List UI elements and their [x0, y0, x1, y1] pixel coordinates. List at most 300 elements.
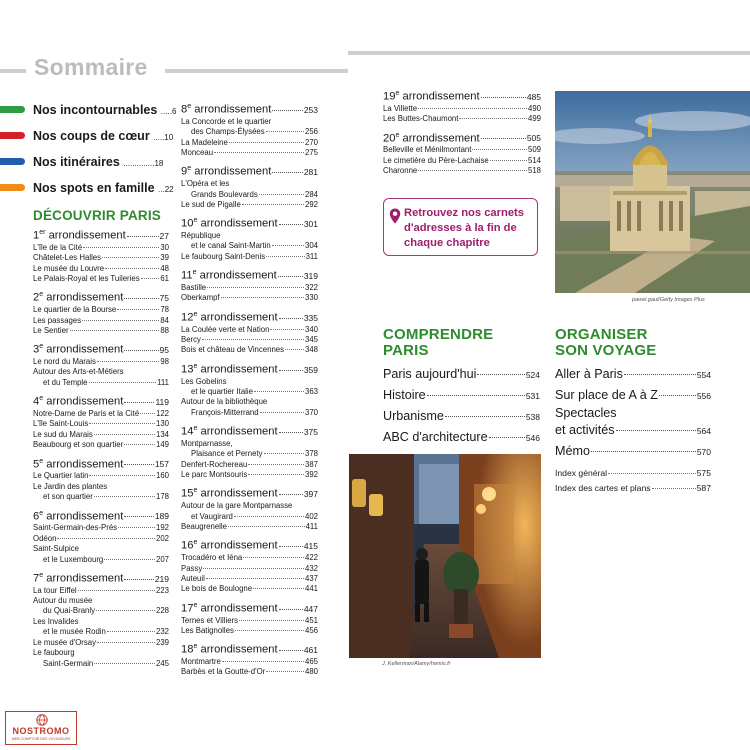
toc-entry[interactable] [181, 241, 318, 251]
entry-label: Montmartre [181, 657, 221, 667]
toc-entry[interactable] [181, 522, 318, 532]
toc-entry[interactable] [181, 584, 318, 594]
arrondissement-block [181, 162, 318, 210]
highlight-page: 6 [171, 107, 177, 116]
highlight-bar [0, 132, 25, 139]
entry-label: Le cimetière du Père-Lachaise [383, 155, 489, 165]
highlight-page: 22 [164, 185, 174, 194]
photo-credit-bottom: J. Kellerman/Alamy/hemis.fr [382, 661, 451, 667]
index-entry[interactable] [555, 466, 711, 481]
toc-entry[interactable] [181, 574, 318, 584]
toc-entry[interactable] [181, 252, 318, 262]
toc-entry[interactable] [33, 534, 169, 544]
dot-leader [279, 650, 303, 651]
entry-label: Histoire [383, 388, 426, 402]
entry-label: L'Opéra et les [181, 179, 230, 189]
entry-label: La Madeleine [181, 137, 228, 147]
toc-entry[interactable] [383, 145, 541, 155]
toc-entry[interactable] [181, 564, 318, 574]
entry-label: 11e arrondissement [181, 269, 277, 282]
arrondissement-heading[interactable] [33, 455, 169, 472]
page-number: 531 [525, 391, 540, 401]
dot-leader [203, 568, 304, 569]
toc-entry[interactable] [33, 409, 169, 419]
arrondissement-heading[interactable] [33, 288, 169, 305]
toc-entry[interactable] [383, 104, 541, 114]
dot-leader [591, 451, 696, 452]
entry-label: Le Jardin des plantes [33, 481, 108, 491]
highlight-label: Nos incontournables [33, 103, 158, 117]
entry-label: Le bois de Boulogne [181, 584, 253, 594]
page-number: 554 [696, 370, 711, 380]
page-number: 509 [527, 145, 541, 155]
dot-leader [608, 473, 696, 474]
entry-label: Aller à Paris [555, 367, 623, 381]
entry-label: Les Invalides [33, 616, 79, 626]
toc-column-3 [383, 84, 541, 181]
entry-label: et son quartier [43, 492, 93, 502]
toc-entry[interactable] [383, 114, 541, 124]
entry-label: Châtelet-Les Halles [33, 253, 102, 263]
arrondissement-heading[interactable] [33, 507, 169, 524]
dot-leader [248, 464, 304, 465]
entry-label: La Villette [383, 103, 418, 113]
arrondissement-heading[interactable] [181, 484, 318, 501]
highlight-itineraires[interactable] [33, 154, 163, 172]
dot-leader [445, 416, 525, 417]
arrondissement-heading[interactable] [181, 266, 318, 283]
entry-label: Index général [555, 468, 608, 478]
page-number: 441 [304, 584, 318, 594]
dot-leader [477, 374, 524, 375]
arrondissement-heading[interactable] [33, 569, 169, 586]
entry-label: 20e arrondissement [383, 131, 480, 145]
arrondissement-block [383, 87, 541, 125]
page-number: 538 [525, 412, 540, 422]
page-number: 524 [525, 370, 540, 380]
page-number: 189 [154, 511, 169, 522]
toc-entry[interactable] [383, 156, 541, 166]
dot-leader [270, 329, 304, 330]
page-number: 345 [304, 334, 318, 344]
arrondissement-heading[interactable] [181, 162, 318, 179]
page-number: 422 [304, 553, 318, 563]
dot-leader [259, 194, 304, 195]
toc-entry[interactable] [181, 397, 318, 407]
dot-leader [124, 298, 158, 299]
entry-label: Sur place de A à Z [555, 388, 658, 402]
toc-entry[interactable] [181, 148, 318, 158]
toc-entry[interactable] [181, 501, 318, 511]
toc-entry[interactable] [33, 316, 169, 326]
page-number: 322 [304, 283, 318, 292]
entry-label: Le sud de Pigalle [181, 199, 241, 209]
entry-label: Le Palais-Royal et les Tuileries [33, 273, 140, 283]
organiser-list [555, 364, 711, 496]
entry-label: 7e arrondissement [33, 571, 124, 585]
dot-leader [481, 138, 526, 139]
page-title: Sommaire [34, 54, 148, 80]
dot-leader [278, 276, 303, 277]
toc-entry[interactable] [181, 200, 318, 210]
toc-entry[interactable] [33, 544, 169, 554]
entry-label: Belleville et Ménilmontant [383, 145, 472, 155]
entry-label: 3e arrondissement [33, 343, 124, 357]
page-number: 456 [304, 625, 318, 635]
page-number: 84 [160, 315, 169, 325]
arrondissement-block [33, 455, 169, 503]
dot-leader [260, 412, 304, 413]
highlight-spots-famille[interactable] [33, 180, 174, 198]
entry-label: La tour Eiffel [33, 585, 77, 595]
entry-label: 6e arrondissement [33, 509, 124, 523]
page-number: 78 [160, 305, 169, 315]
page-number: 160 [155, 471, 169, 481]
entry-label: Le faubourg Saint-Denis [181, 251, 266, 261]
dot-leader [207, 287, 304, 288]
arrondissement-heading[interactable] [181, 100, 318, 117]
toc-entry[interactable] [181, 325, 318, 335]
entry-label: Plaisance et Pernety [191, 449, 263, 459]
nostromo-logo [5, 711, 77, 745]
page-number: 370 [304, 407, 318, 417]
toc-entry[interactable] [181, 190, 318, 200]
entry-label: et du Temple [43, 377, 88, 387]
toc-entry[interactable] [33, 617, 169, 627]
highlight-label: Nos spots en famille [33, 181, 155, 195]
arrondissement-block [33, 507, 169, 565]
toc-entry[interactable] [181, 616, 318, 626]
index-entry[interactable] [555, 481, 711, 496]
entry-label: Mémo [555, 444, 590, 458]
toc-entry[interactable] [33, 596, 169, 606]
toc-entry[interactable] [181, 408, 318, 418]
arrondissement-heading[interactable] [181, 360, 318, 377]
toc-entry[interactable] [181, 460, 318, 470]
section-title-line: ORGANISER [555, 326, 648, 343]
entry-label: L'île Saint-Louis [33, 419, 89, 429]
toc-entry[interactable] [181, 657, 318, 667]
entry-label: Saint-Sulpice [33, 544, 79, 554]
entry-label: 9e arrondissement [181, 165, 272, 179]
entry-label: Paris aujourd'hui [383, 367, 477, 381]
toc-entry[interactable] [33, 586, 169, 596]
toc-entry[interactable] [33, 274, 169, 284]
dot-leader [141, 278, 160, 279]
page-number: 149 [155, 440, 169, 450]
page-number: 256 [304, 127, 318, 137]
entry-label: Bois et château de Vincennes [181, 345, 285, 355]
toc-entry[interactable] [33, 492, 169, 502]
dot-leader [229, 142, 304, 143]
entry-label: Saint-Germain-des-Prés [33, 523, 118, 533]
entry-label: Autour des Arts-et-Métiers [33, 367, 124, 377]
entry-label: 15e arrondissement [181, 487, 278, 501]
entry-label: Autour de la bibliothèque [181, 397, 268, 407]
page-number: 348 [304, 345, 318, 355]
toc-entry[interactable] [181, 231, 318, 241]
highlight-dots: ... [158, 185, 165, 194]
invalides-illustration [555, 91, 750, 293]
dot-leader [97, 642, 155, 643]
arrondissement-heading[interactable] [181, 214, 318, 231]
page-number: 228 [155, 606, 169, 616]
entry-label: Le sud du Marais [33, 429, 93, 439]
dot-leader [235, 630, 304, 631]
arrondissement-block [33, 288, 169, 336]
arrondissement-heading[interactable] [181, 640, 318, 657]
dot-leader [96, 610, 155, 611]
toc-entry[interactable] [181, 470, 318, 480]
toc-entry[interactable] [33, 357, 169, 367]
dot-leader [94, 496, 155, 497]
page-number: 451 [304, 615, 318, 625]
page-number: 437 [304, 573, 318, 583]
toc-entry[interactable] [181, 626, 318, 636]
dot-leader [124, 464, 153, 465]
organiser-entry[interactable] [555, 385, 711, 406]
toc-entry[interactable] [33, 471, 169, 481]
page-number: 75 [159, 293, 169, 304]
dot-leader [459, 118, 527, 119]
dot-leader [266, 256, 304, 257]
dot-leader [70, 330, 160, 331]
arrondissement-heading[interactable] [33, 226, 169, 243]
toc-entry[interactable] [181, 387, 318, 397]
comprendre-entry[interactable] [383, 364, 540, 385]
dot-leader [266, 671, 304, 672]
comprendre-entry[interactable] [383, 406, 540, 427]
dot-leader [57, 538, 155, 539]
dot-leader [285, 349, 304, 350]
toc-entry[interactable] [33, 367, 169, 377]
entry-label: République [181, 231, 221, 241]
entry-label: Auteuil [181, 573, 205, 583]
toc-entry[interactable] [181, 283, 318, 293]
entry-label: Beaugrenelle [181, 522, 227, 532]
dot-leader [222, 661, 304, 662]
section-title-line: SON VOYAGE [555, 342, 657, 359]
toc-entry[interactable] [33, 305, 169, 315]
page-number: 359 [303, 364, 318, 375]
comprendre-entry[interactable] [383, 385, 540, 406]
entry-label: Autour de la gare Montparnasse [181, 501, 293, 511]
dot-leader [78, 590, 155, 591]
highlight-dots: ..... [153, 133, 165, 142]
page-number: 499 [527, 114, 541, 124]
dot-leader [248, 474, 304, 475]
page-number: 490 [527, 103, 541, 113]
page-number: 447 [303, 603, 318, 614]
dot-leader [616, 430, 696, 431]
toc-entry[interactable] [181, 377, 318, 387]
toc-column-1 [33, 223, 169, 673]
logo-name: NOSTROMO [12, 726, 70, 736]
toc-entry[interactable] [33, 378, 169, 388]
dot-leader [140, 413, 155, 414]
toc-entry[interactable] [181, 127, 318, 137]
dot-leader [242, 204, 304, 205]
organiser-entry[interactable] [555, 420, 711, 441]
callout-text: Retrouvez nos carnets d'adresses à la fin de chaque chapitre [404, 207, 524, 249]
toc-entry[interactable] [181, 512, 318, 522]
page-number: 232 [155, 627, 169, 637]
header-rule-right [348, 51, 750, 55]
dot-leader [234, 516, 304, 517]
entry-label: La Coulée verte et Nation [181, 324, 270, 334]
page-number: 292 [304, 199, 318, 209]
arrondissement-heading[interactable] [383, 87, 541, 104]
header-rule-left [0, 69, 26, 73]
toc-entry[interactable] [33, 243, 169, 253]
toc-entry[interactable] [33, 638, 169, 648]
toc-entry[interactable] [33, 253, 169, 263]
page-number: 335 [303, 312, 318, 323]
page-number: 378 [304, 449, 318, 459]
arrondissement-heading[interactable] [181, 599, 318, 616]
dot-leader [652, 488, 696, 489]
highlight-bar [0, 158, 25, 165]
arrondissement-block [33, 392, 169, 450]
page-number: 363 [304, 386, 318, 396]
entry-label: Le parc Montsouris [181, 470, 248, 480]
arrondissement-heading[interactable] [33, 392, 169, 409]
entry-label: Grands Boulevards [191, 189, 258, 199]
page-number: 192 [155, 523, 169, 533]
invalides-photo [555, 91, 750, 293]
arrondissement-block [181, 422, 318, 480]
arrondissement-block [181, 266, 318, 304]
toc-entry[interactable] [181, 449, 318, 459]
entry-label: Les Buttes-Chaumont [383, 114, 459, 124]
dot-leader [279, 224, 303, 225]
toc-entry[interactable] [181, 179, 318, 189]
entry-label: Passy [181, 563, 203, 573]
passage-photo [349, 454, 541, 658]
entry-label: 2e arrondissement [33, 291, 124, 305]
toc-entry[interactable] [33, 606, 169, 616]
entry-label: Trocadéro et Iéna [181, 553, 243, 563]
arrondissement-heading[interactable] [33, 340, 169, 357]
page-number: 319 [303, 271, 318, 281]
photo-credit-top: pawel.gaul/Getty Images Plus [632, 297, 705, 303]
entry-label: 14e arrondissement [181, 425, 278, 438]
toc-entry[interactable] [33, 648, 169, 658]
page-number: 330 [304, 293, 318, 303]
toc-entry[interactable] [181, 667, 318, 677]
highlight-coups-de-coeur[interactable] [33, 128, 173, 146]
highlight-page: 18 [154, 159, 164, 168]
dot-leader [272, 245, 304, 246]
arrondissement-heading[interactable] [383, 129, 541, 146]
arrondissement-heading[interactable] [181, 536, 318, 553]
entry-label: 4e arrondissement [33, 395, 124, 408]
dot-leader [279, 318, 303, 319]
toc-entry[interactable] [181, 553, 318, 563]
organiser-entry[interactable] [555, 364, 711, 385]
entry-label: et le Luxembourg [43, 554, 104, 564]
entry-label: 18e arrondissement [181, 643, 278, 657]
page-number: 223 [155, 585, 169, 595]
toc-entry[interactable] [33, 555, 169, 565]
dot-leader [124, 402, 154, 403]
toc-entry[interactable] [181, 117, 318, 127]
toc-entry[interactable] [181, 335, 318, 345]
comprendre-entry[interactable] [383, 427, 540, 448]
section-title-line: PARIS [383, 342, 429, 359]
toc-entry[interactable] [33, 326, 169, 336]
page-number: 301 [303, 219, 318, 230]
toc-entry[interactable] [181, 345, 318, 355]
entry-label: Monceau [181, 147, 214, 157]
entry-label: Le musée du Louvre [33, 263, 105, 273]
page-number: 245 [155, 658, 169, 668]
entry-label: Bastille [181, 283, 207, 292]
dot-leader [427, 395, 525, 396]
comprendre-list [383, 364, 540, 448]
dot-leader [202, 339, 304, 340]
page-number: 48 [160, 263, 169, 273]
entry-label: 19e arrondissement [383, 90, 480, 103]
toc-entry[interactable] [181, 293, 318, 303]
entry-label: Notre-Dame de Paris et la Cité [33, 409, 140, 418]
dot-leader [659, 395, 696, 396]
page-number: 275 [304, 147, 318, 157]
dot-leader [97, 361, 159, 362]
toc-entry[interactable] [181, 138, 318, 148]
page-number: 253 [303, 104, 318, 115]
toc-entry[interactable] [33, 659, 169, 669]
entry-label: et le musée Rodin [43, 627, 106, 637]
toc-entry[interactable] [33, 482, 169, 492]
logo-tagline: WEB COMPTOIR DES VOYAGEURS [11, 737, 71, 741]
toc-entry[interactable] [33, 440, 169, 450]
dot-leader [102, 257, 159, 258]
entry-label: Saint-Germain [43, 658, 94, 668]
page-number: 239 [155, 637, 169, 647]
organiser-entry[interactable] [555, 441, 711, 462]
page-number: 61 [160, 273, 169, 283]
highlight-page: 10 [164, 133, 174, 142]
dot-leader [472, 149, 527, 150]
arrondissement-heading[interactable] [181, 308, 318, 325]
toc-entry[interactable] [181, 439, 318, 449]
page-number: 461 [303, 645, 318, 656]
page-number: 375 [303, 426, 318, 437]
entry-label: Les Gobelins [181, 376, 227, 386]
toc-entry[interactable] [33, 627, 169, 637]
toc-entry[interactable] [383, 166, 541, 176]
dot-leader [107, 631, 155, 632]
arrondissement-block [181, 360, 318, 418]
dot-leader [272, 110, 302, 111]
organiser-entry[interactable] [555, 406, 711, 420]
page-number: 304 [304, 241, 318, 251]
highlight-incontournables[interactable] [33, 102, 176, 120]
toc-entry[interactable] [33, 264, 169, 274]
dot-leader [279, 609, 303, 610]
page-number: 178 [155, 492, 169, 502]
arrondissement-block [33, 569, 169, 669]
toc-entry[interactable] [33, 419, 169, 429]
highlight-bar [0, 106, 25, 113]
entry-label: et activités [555, 423, 615, 437]
toc-entry[interactable] [33, 430, 169, 440]
arrondissement-heading[interactable] [181, 422, 318, 439]
dot-leader [624, 374, 696, 375]
page-number: 157 [154, 459, 169, 470]
toc-entry[interactable] [33, 523, 169, 533]
